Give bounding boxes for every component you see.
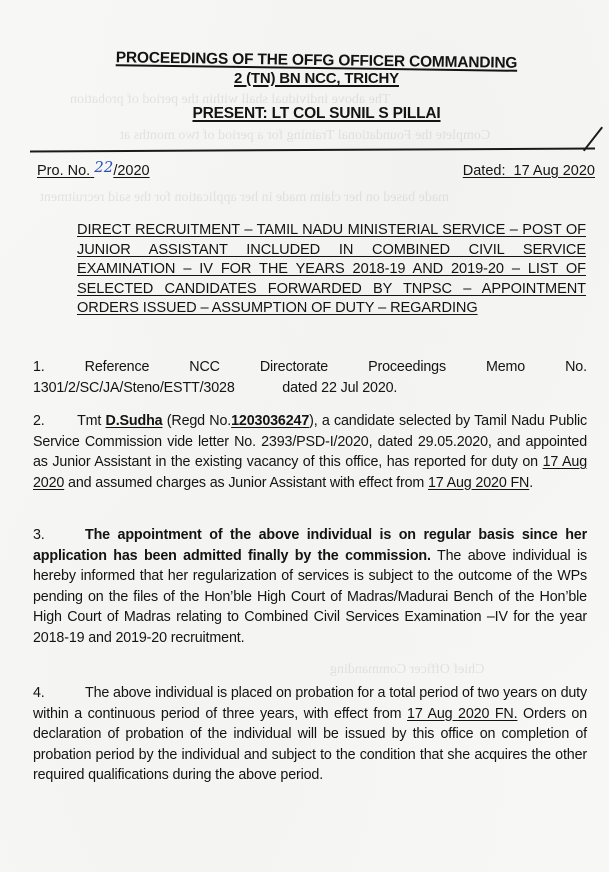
header-unit: 2 (TN) BN NCC, TRICHY bbox=[234, 70, 399, 87]
header-present: PRESENT: LT COL SUNIL S PILLAI bbox=[192, 105, 441, 122]
paragraph-number: 4. bbox=[33, 685, 45, 701]
bleed-through-text: made based on her claim made in her application for the said recruitment bbox=[40, 190, 449, 205]
word: Directorate bbox=[259, 359, 329, 375]
paragraph-1 bbox=[33, 357, 587, 398]
effective-date: 17 Aug 2020 FN bbox=[427, 474, 530, 491]
candidate-name: D.Sudha bbox=[105, 413, 163, 429]
punctuation: . bbox=[529, 474, 534, 491]
dated-label: Dated: bbox=[462, 163, 506, 179]
paragraph-number: 1. bbox=[33, 359, 45, 375]
paragraph-text: ), a candidate selected by Tamil Nadu Public Service Commission vide letter No. 2393/PSD-I/2020, dated 29.05.2020, and appointed as Junior Assistant in the existing vacancy of this office, has reported for duty on bbox=[33, 413, 588, 470]
bleed-through-text: Chief Officer Commanding bbox=[330, 662, 485, 677]
word: NCC bbox=[189, 359, 220, 375]
divider-line bbox=[30, 148, 595, 153]
paragraph-text: The above individual is placed on probation for a total period of two years on duty within a continuous period of three years, with effect from bbox=[33, 685, 587, 722]
paragraph-text: Orders on declaration of probation of the individual will be issued by this office on completion of probation period by the individual and subject to the condition that she acquires the other required qualifications during the above period. bbox=[33, 705, 588, 783]
paragraph-4 bbox=[33, 683, 587, 786]
bold-statement: The appointment of the above individual is on regular basis since her application has been admitted finally by the commission. bbox=[33, 527, 587, 564]
paragraph-number: 3. bbox=[33, 527, 45, 543]
word: Reference bbox=[84, 359, 150, 375]
word: Proceedings bbox=[368, 359, 446, 375]
memo-number: 1301/2/SC/JA/Steno/ESTT/3028 bbox=[33, 379, 235, 396]
paragraph-3 bbox=[33, 525, 587, 648]
pro-no-label: Pro. No. bbox=[37, 163, 91, 179]
dated-value: 17 Aug 2020 bbox=[513, 163, 595, 179]
paragraph-2 bbox=[33, 411, 587, 493]
probation-start-date: 17 Aug 2020 FN. bbox=[407, 705, 518, 722]
paragraph-1-line-2 bbox=[33, 378, 587, 399]
duty-date: 17 Aug 2020 bbox=[33, 454, 588, 491]
paragraph-text: The above individual is hereby informed that her regularization of services is subject to the outcome of the WPs pending on the files of the Hon’ble High Court of Madras/Madurai Bench of the Hon’ble High Court of Madras relating to Combined Civil Services Examination –IV for the year 2018-19 and 2019-20 recruitment. bbox=[33, 547, 587, 646]
paragraph-text: and assumed charges as Junior Assistant with effect from bbox=[68, 474, 425, 491]
subject-heading: DIRECT RECRUITMENT – TAMIL NADU MINISTERIAL SERVICE – POST OF JUNIOR ASSISTANT INCLUDED IN COMBINED CIVIL SERVICE EXAMINATION – IV FOR THE YEARS 2018-19 AND 2019-20 – LIST OF SELECTED CANDIDATES FORWARDED BY TNPSC – APPOINTMENT ORDERS ISSUED – ASSUMPTION OF DUTY – REGARDING bbox=[77, 222, 586, 316]
pro-no-year: /2020 bbox=[113, 163, 150, 179]
bleed-through-text: The above individual shall within the period of probation bbox=[70, 92, 391, 107]
regd-label: (Regd No. bbox=[166, 413, 232, 429]
proceedings-number bbox=[37, 158, 150, 179]
regd-number: 1203036247 bbox=[231, 413, 310, 429]
word: Memo bbox=[485, 359, 526, 375]
dated bbox=[463, 163, 595, 179]
memo-date: dated 22 Jul 2020. bbox=[282, 379, 398, 396]
honorific: Tmt bbox=[77, 413, 102, 429]
header-title: PROCEEDINGS OF THE OFFG OFFICER COMMANDING bbox=[115, 49, 518, 72]
handwritten-number: 22 bbox=[94, 158, 114, 176]
paragraph-1-line-1 bbox=[33, 357, 587, 378]
bleed-through-text: Complete the Foundational Training for a period of two months at bbox=[120, 128, 491, 143]
word: No. bbox=[565, 359, 587, 375]
paragraph-number: 2. bbox=[33, 413, 45, 429]
